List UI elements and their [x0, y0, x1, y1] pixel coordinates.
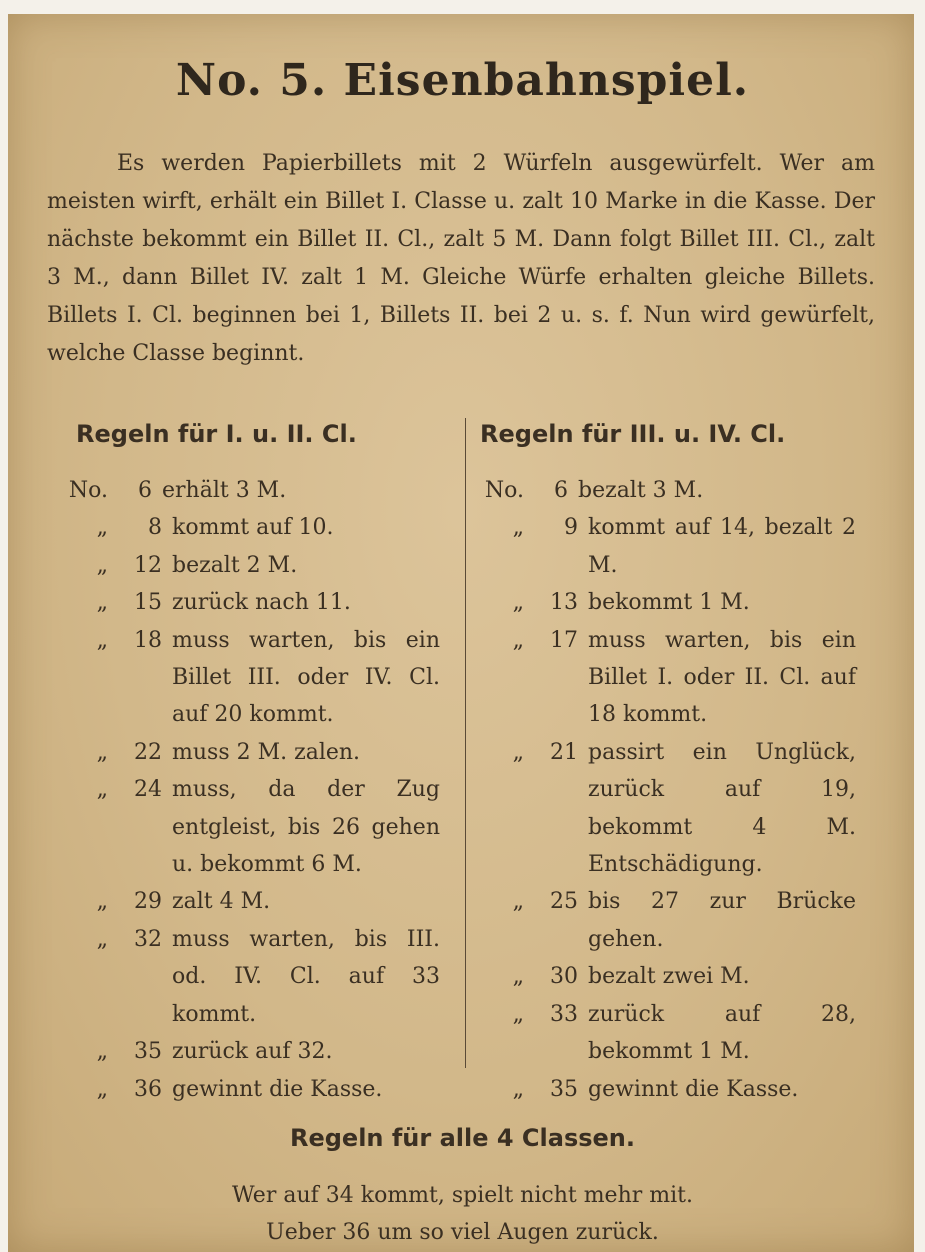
rule-text: muss warten, bis ein Billet I. oder II. Cl. auf 18 kommt. — [588, 627, 856, 728]
rule-item — [466, 1071, 856, 1108]
page-title: No. 5. Eisenbahnspiel. — [175, 55, 750, 106]
rule-number: 8 — [148, 515, 162, 541]
rule-item — [466, 734, 856, 884]
rule-number: 17 — [550, 627, 578, 653]
rule-text: kommt auf 14, bezalt 2 M. — [588, 515, 856, 578]
all-classes-heading: Regeln für alle 4 Classen. — [289, 1124, 636, 1152]
rule-number: 22 — [134, 739, 162, 765]
rule-item — [50, 584, 440, 621]
rule-text: bezalt 2 M. — [172, 552, 298, 578]
rule-prefix: „ — [96, 889, 108, 915]
rule-item — [50, 472, 440, 509]
rule-prefix: „ — [96, 552, 108, 578]
rule-text: erhält 3 M. — [162, 478, 287, 503]
rule-item — [466, 622, 856, 734]
all-classes-rules — [0, 1177, 925, 1251]
rule-prefix: „ — [512, 889, 524, 915]
rule-prefix: „ — [512, 515, 524, 541]
rule-item — [50, 883, 440, 920]
rule-item — [50, 547, 440, 584]
rule-text: passirt ein Unglück, zurück auf 19, bekommt 4 M. Entschädigung. — [588, 739, 856, 878]
rule-item — [50, 622, 440, 734]
rule-number: 35 — [134, 1039, 162, 1065]
rule-number: 21 — [550, 739, 578, 765]
rule-text: zurück auf 28, bekommt 1 M. — [588, 1001, 856, 1065]
rule-text: bezalt 3 M. — [578, 478, 704, 503]
rule-text: kommt auf 10. — [172, 515, 334, 541]
rule-item — [466, 472, 856, 509]
rule-prefix: „ — [512, 1001, 524, 1027]
rule-prefix: „ — [512, 627, 524, 653]
left-column-heading: Regeln für I. u. II. Cl. — [76, 420, 357, 448]
rule-prefix: „ — [96, 515, 108, 541]
rule-number: 36 — [134, 1076, 162, 1102]
rule-prefix: „ — [96, 777, 108, 803]
rule-number: 30 — [550, 964, 578, 990]
rule-item — [50, 771, 440, 883]
rule-text: muss 2 M. zalen. — [172, 739, 361, 765]
rule-prefix: „ — [512, 590, 524, 616]
rule-text: bis 27 zur Brücke gehen. — [588, 889, 856, 952]
rule-item — [466, 509, 856, 584]
rule-prefix: „ — [96, 926, 108, 952]
intro-paragraph — [47, 145, 875, 373]
rule-number: 32 — [134, 926, 162, 952]
rule-number: 6 — [138, 478, 152, 503]
rule-item — [50, 1033, 440, 1070]
rule-number: 13 — [550, 590, 578, 616]
rule-item — [466, 584, 856, 621]
rule-text: bekommt 1 M. — [588, 590, 750, 616]
rule-prefix: „ — [512, 739, 524, 765]
rule-number: 33 — [550, 1001, 578, 1027]
rule-prefix: „ — [96, 1039, 108, 1065]
intro-text: Es werden Papierbillets mit 2 Würfeln ausgewürfelt. Wer am meisten wirft, erhält ein Billet I. Classe u. zalt 10 Marke in die Kasse. Der nächste bekommt ein Billet II. Cl., zalt 5 M. Dann folgt Billet III. Cl., zalt 3 M., dann Billet IV. zalt 1 M. Gleiche Würfe erhalten gleiche Billets. Billets I. Cl. beginnen bei 1, Billets II. bei 2 u. s. f. Nun wird gewürfelt, welche Classe beginnt. — [47, 151, 875, 366]
rule-prefix: „ — [512, 1076, 524, 1102]
rule-prefix: „ — [96, 590, 108, 616]
rule-prefix: „ — [96, 627, 108, 653]
rule-text: gewinnt die Kasse. — [172, 1076, 383, 1102]
rule-prefix: „ — [96, 1076, 108, 1102]
rule-number: 25 — [550, 889, 578, 915]
rule-text: zurück auf 32. — [172, 1039, 333, 1065]
rule-text: muss warten, bis III. od. IV. Cl. auf 33 kommt. — [172, 926, 440, 1027]
rule-text: muss, da der Zug entgleist, bis 26 gehen u. bekommt 6 M. — [172, 777, 440, 878]
rule-prefix: No. — [68, 478, 108, 503]
rule-text: zalt 4 M. — [172, 889, 271, 915]
rule-item — [466, 883, 856, 958]
rule-number: 29 — [134, 889, 162, 915]
rule-number: 9 — [564, 515, 578, 541]
right-column-heading: Regeln für III. u. IV. Cl. — [480, 420, 786, 448]
rule-text: zurück nach 11. — [172, 590, 351, 616]
rule-prefix: No. — [484, 478, 524, 503]
all-classes-rule: Wer auf 34 kommt, spielt nicht mehr mit. — [231, 1183, 693, 1208]
rule-number: 12 — [134, 552, 162, 578]
rule-item — [50, 921, 440, 1033]
rule-item — [466, 958, 856, 995]
rule-item — [466, 996, 856, 1071]
rule-number: 6 — [554, 478, 568, 503]
rule-prefix: „ — [96, 739, 108, 765]
right-rules-list — [466, 472, 856, 1108]
rule-number: 15 — [134, 590, 162, 616]
rule-text: gewinnt die Kasse. — [588, 1076, 799, 1102]
rule-text: muss warten, bis ein Billet III. oder IV. Cl. auf 20 kommt. — [172, 627, 440, 728]
left-rules-list — [50, 472, 440, 1108]
rule-text: bezalt zwei M. — [588, 964, 750, 990]
rule-item — [50, 734, 440, 771]
rule-number: 18 — [134, 627, 162, 653]
rule-prefix: „ — [512, 964, 524, 990]
rule-item — [50, 1071, 440, 1108]
rule-number: 24 — [134, 777, 162, 803]
rule-item — [50, 509, 440, 546]
all-classes-rule: Ueber 36 um so viel Augen zurück. — [266, 1220, 659, 1245]
rule-number: 35 — [550, 1076, 578, 1102]
